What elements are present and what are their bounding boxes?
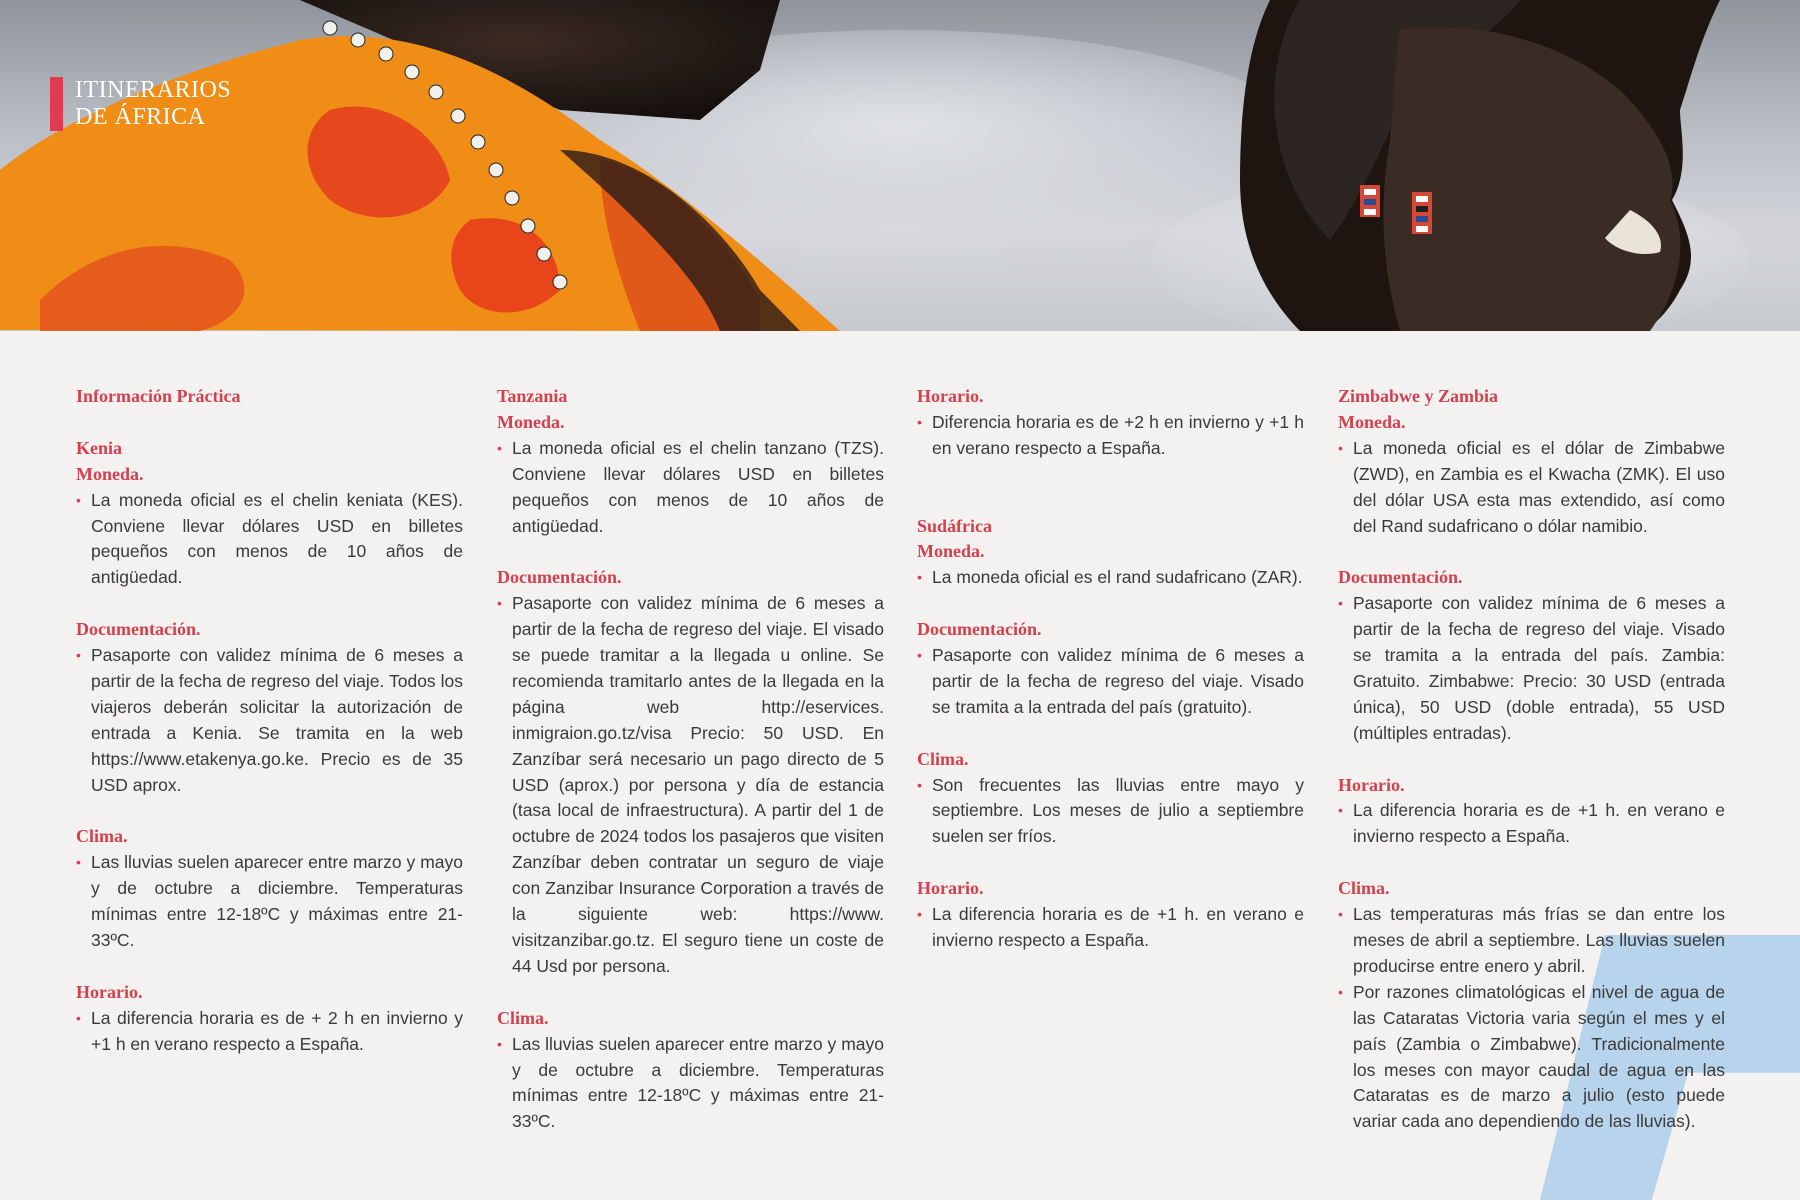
moneda-text: • La moneda oficial es el chelin keniata (KES). Conviene llevar dólares USD en billetes pequeños con menos de 10 años de antigüedad. <box>76 488 463 592</box>
hero-illustration <box>0 0 1800 331</box>
clima-text: • Las lluvias suelen aparecer entre marzo y mayo y de octubre a diciembre. Temperaturas mínimas entre 12-18ºC y máximas entre 21-33ºC. <box>497 1032 884 1136</box>
clima-heading: Clima. <box>1338 878 1390 899</box>
documentacion-heading: Documentación. <box>497 567 622 588</box>
documentacion-text: • Pasaporte con validez mínima de 6 meses a partir de la fecha de regreso del viaje. Todos los viajeros deberán solicitar la autorización de entrada a Kenia. Se tramita en la web https://www.etakenya.go.ke. Precio es de 35 USD aprox. <box>76 643 463 798</box>
brand-title <box>75 77 231 131</box>
moneda-text: • La moneda oficial es el rand sudafricano (ZAR). <box>917 565 1304 591</box>
moneda-text: • La moneda oficial es el chelin tanzano (TZS). Conviene llevar dólares USD en billetes pequeños con menos de 10 años de antigüedad. <box>497 436 884 540</box>
horario-text: • La diferencia horaria es de + 2 h en invierno y +1 h en verano respecto a España. <box>76 1006 463 1058</box>
column-kenia <box>76 384 463 1058</box>
hero-photo <box>0 0 1800 331</box>
column-tanzania <box>497 384 884 1135</box>
documentacion-heading: Documentación. <box>1338 567 1463 588</box>
moneda-heading: Moneda. <box>917 541 985 562</box>
country-heading: Zimbabwe y Zambia <box>1338 386 1499 406</box>
clima-text-1: • Las temperaturas más frías se dan entre los meses de abril a septiembre. Las lluvias suelen producirse entre enero y abril. <box>1338 902 1725 980</box>
documentacion-text: • Pasaporte con validez mínima de 6 meses a partir de la fecha de regreso del viaje. Visado se tramita a la entrada del país. Zambia: Gratuito. Zimbabwe: Precio: 30 USD (entrada única), 50 USD (doble entrada), 55 USD (múltiples entradas). <box>1338 591 1725 746</box>
country-heading: Sudáfrica <box>917 515 993 536</box>
moneda-heading: Moneda. <box>1338 411 1406 432</box>
brand-accent-bar <box>50 77 63 131</box>
clima-heading: Clima. <box>497 1007 549 1028</box>
horario-text: • Diferencia horaria es de +2 h en invierno y +1 h en verano respecto a España. <box>917 410 1304 462</box>
clima-text: • Son frecuentes las lluvias entre mayo y septiembre. Los meses de julio a septiembre suelen ser fríos. <box>917 773 1304 851</box>
section-title: Información Práctica <box>76 386 241 406</box>
brand-line-2: DE ÁFRICA <box>75 104 206 130</box>
moneda-heading: Moneda. <box>497 411 565 432</box>
column-zimbabwe-zambia <box>1338 384 1725 1135</box>
column-sudafrica <box>917 384 1304 954</box>
clima-heading: Clima. <box>76 826 128 847</box>
brand-line-1: ITINERARIOS <box>75 77 232 103</box>
moneda-text: • La moneda oficial es el dólar de Zimbabwe (ZWD), en Zambia es el Kwacha (ZMK). El uso del dólar USA esta mas extendido, así como del Rand sudafricano o dólar namibio. <box>1338 436 1725 540</box>
horario-heading-2: Horario. <box>917 878 984 899</box>
horario-text: • La diferencia horaria es de +1 h. en verano e invierno respecto a España. <box>1338 798 1725 850</box>
clima-heading: Clima. <box>917 748 969 769</box>
horario-heading: Horario. <box>76 981 143 1002</box>
horario-heading: Horario. <box>917 386 984 406</box>
documentacion-heading: Documentación. <box>917 619 1042 640</box>
country-heading: Tanzania <box>497 386 568 406</box>
right-person <box>1240 0 1720 331</box>
documentacion-heading: Documentación. <box>76 619 201 640</box>
moneda-heading: Moneda. <box>76 463 144 484</box>
clima-text-2: • Por razones climatológicas el nivel de agua de las Cataratas Victoria varia según el mes y el país (Zambia o Zimbabwe). Tradicionalmente los meses con mayor caudal de agua en las Cataratas es de marzo a julio (esto puede variar cada ano dependiendo de las lluvias). <box>1338 980 1725 1135</box>
clima-text: • Las lluvias suelen aparecer entre marzo y mayo y de octubre a diciembre. Temperaturas mínimas entre 12-18ºC y máximas entre 21-33ºC. <box>76 850 463 954</box>
country-heading: Kenia <box>76 437 123 458</box>
brand-logo <box>50 77 231 131</box>
horario-text-2: • La diferencia horaria es de +1 h. en verano e invierno respecto a España. <box>917 902 1304 954</box>
horario-heading: Horario. <box>1338 774 1405 795</box>
documentacion-text: • Pasaporte con validez mínima de 6 meses a partir de la fecha de regreso del viaje. Visado se tramita a la entrada del país (gratuito). <box>917 643 1304 721</box>
documentacion-text: • Pasaporte con validez mínima de 6 meses a partir de la fecha de regreso del viaje. El visado se puede tramitar a la llegada u online. Se recomienda tramitarlo antes de la llegada en la página web http://eservices. inmigraion.go.tz/visa Precio: 50 USD. En Zanzíbar será necesario un pago directo de 5 USD (aprox.) por persona y día de estancia (tasa local de infraestructura). A partir del 1 de octubre de 2024 todos los pasajeros que visiten Zanzíbar deben contratar un seguro de viaje con Zanzibar Insurance Corporation a través de la siguiente web: https://www. visitzanzibar.go.tz. El seguro tiene un coste de 44 Usd por persona. <box>497 591 884 980</box>
